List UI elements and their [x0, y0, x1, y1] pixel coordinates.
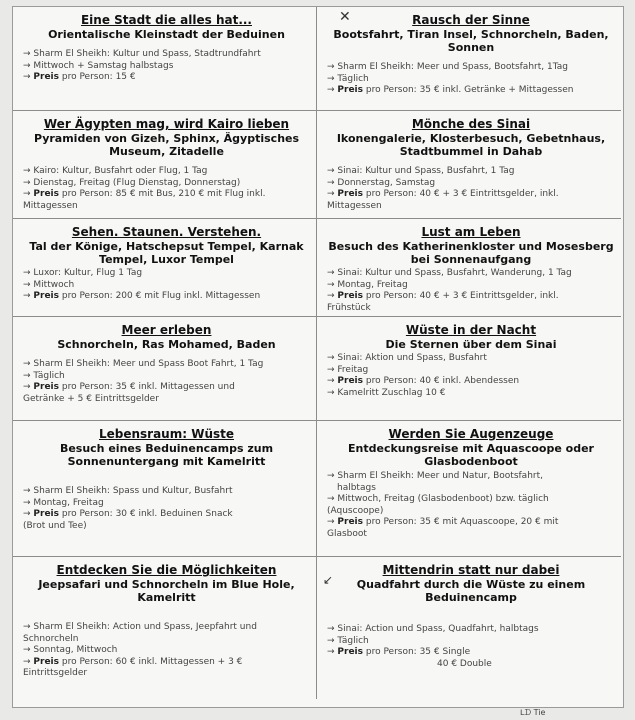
excursion-title: Wüste in der Nacht — [405, 323, 537, 337]
excursion-price: → Preis pro Person: 40 € + 3 € Eintrittsgelder, inkl. — [327, 189, 559, 199]
excursion-detail: → Luxor: Kultur, Flug 1 Tag — [23, 268, 143, 278]
excursion-detail: 40 € Double — [437, 658, 492, 669]
excursion-title: Meer erleben — [121, 323, 212, 337]
excursion-detail: → Mittwoch + Samstag halbstags — [23, 60, 174, 71]
excursion-subtitle: Die Sternen über dem Sinai — [385, 338, 557, 351]
excursion-subtitle: Schnorcheln, Ras Mohamed, Baden — [57, 338, 276, 351]
handwritten-arrow-icon: ↙ — [323, 573, 334, 587]
excursion-title: Sehen. Staunen. Verstehen. — [71, 225, 262, 239]
excursion-detail: Getränke + 5 € Eintrittsgelder — [23, 393, 159, 404]
excursion-cell-3 — [13, 111, 317, 219]
excursion-cell-2 — [317, 7, 621, 111]
excursion-price: → Preis pro Person: 35 € Single — [327, 647, 471, 657]
excursion-subtitle: Entdeckungsreise mit Aquascoope oder Glasbodenboot — [348, 442, 594, 468]
excursion-subtitle: Bootsfahrt, Tiran Insel, Schnorcheln, Baden, Sonnen — [333, 28, 609, 54]
excursion-detail: → Täglich — [327, 635, 369, 646]
excursion-title: Lebensraum: Wüste — [98, 427, 235, 441]
excursion-title: Entdecken Sie die Möglichkeiten — [56, 563, 277, 577]
excursion-subtitle: Tal der Könige, Hatschepsut Tempel, Karnak Tempel, Luxor Tempel — [29, 240, 304, 266]
excursion-cell-12 — [317, 557, 621, 699]
excursion-detail: → Sinai: Kultur und Spass, Busfahrt, 1 Tag — [327, 166, 515, 176]
excursion-detail: → Mittwoch — [23, 279, 75, 290]
excursion-detail: → Donnerstag, Samstag — [327, 177, 436, 188]
excursion-detail: → Dienstag, Freitag (Flug Dienstag, Donnerstag) — [23, 177, 241, 188]
excursion-price: → Preis pro Person: 40 € + 3 € Eintrittsgelder, inkl. — [327, 291, 559, 301]
excursion-cell-1 — [13, 7, 317, 111]
excursion-detail: Mittagessen — [327, 200, 382, 211]
excursion-detail: → Sinai: Aktion und Spass, Busfahrt — [327, 353, 487, 363]
excursion-price: → Preis pro Person: 35 € inkl. Getränke + Mittagessen — [327, 85, 574, 95]
excursion-price: → Preis pro Person: 35 € mit Aquascoope, 20 € mit — [327, 517, 559, 527]
excursion-detail: (Aquscoope) — [327, 505, 384, 516]
excursion-detail: Eintrittsgelder — [23, 668, 88, 678]
excursion-flyer — [12, 6, 624, 708]
excursion-detail: → Sharm El Sheikh: Meer und Natur, Bootsfahrt, — [327, 471, 543, 481]
excursion-subtitle: Besuch eines Beduinencamps zum Sonnenuntergang mit Kamelritt — [59, 442, 274, 468]
excursion-detail: → Sharm El Sheikh: Meer und Spass Boot Fahrt, 1 Tag — [23, 359, 264, 369]
excursion-detail: → Sharm El Sheikh: Action und Spass, Jeepfahrt und — [23, 622, 257, 632]
excursion-subtitle: Besuch des Katherinenkloster und Mosesberg bei Sonnenaufgang — [328, 240, 614, 266]
excursion-subtitle: Quadfahrt durch die Wüste zu einem Beduinencamp — [356, 578, 586, 604]
excursion-price: → Preis pro Person: 15 € — [23, 72, 136, 82]
excursion-detail: → Sharm El Sheikh: Spass und Kultur, Busfahrt — [23, 486, 233, 496]
excursion-price: → Preis pro Person: 200 € mit Flug inkl. Mittagessen — [23, 291, 261, 301]
excursion-detail: Mittagessen — [23, 200, 78, 211]
excursion-price: → Preis pro Person: 35 € inkl. Mittagessen und — [23, 382, 235, 392]
excursion-price: → Preis pro Person: 40 € inkl. Abendessen — [327, 376, 520, 386]
excursion-cell-4 — [317, 111, 621, 219]
excursion-title: Eine Stadt die alles hat... — [80, 13, 252, 27]
excursion-detail: → Sonntag, Mittwoch — [23, 645, 118, 655]
excursion-detail: → Sharm El Sheikh: Kultur und Spass, Stadtrundfahrt — [23, 49, 261, 59]
excursion-price: → Preis pro Person: 85 € mit Bus, 210 € mit Flug inkl. — [23, 189, 266, 199]
excursion-cell-11 — [13, 557, 317, 699]
excursion-detail: → Montag, Freitag — [327, 279, 408, 290]
excursion-detail: → Mittwoch, Freitag (Glasbodenboot) bzw. täglich — [327, 494, 549, 504]
excursion-price: → Preis pro Person: 30 € inkl. Beduinen Snack — [23, 509, 233, 519]
excursion-cell-6 — [317, 219, 621, 317]
excursion-detail: → Montag, Freitag — [23, 497, 104, 508]
excursion-price: → Preis pro Person: 60 € inkl. Mittagessen + 3 € — [23, 656, 243, 667]
excursion-title: Werden Sie Augenzeuge — [388, 427, 554, 441]
excursion-title: Wer Ägypten mag, wird Kairo lieben — [43, 117, 290, 131]
excursion-cell-7 — [13, 317, 317, 421]
excursion-detail: Glasboot — [327, 528, 367, 539]
excursion-cell-8 — [317, 317, 621, 421]
excursion-title: Mittendrin statt nur dabei — [382, 563, 560, 577]
excursion-detail: → Freitag — [327, 364, 369, 375]
handwritten-mark-icon: ✕ — [339, 9, 351, 25]
excursion-cell-9 — [13, 421, 317, 557]
excursion-detail: → Täglich — [23, 370, 65, 381]
excursion-subtitle: Orientalische Kleinstadt der Beduinen — [48, 28, 285, 41]
excursion-detail: halbtags — [337, 482, 376, 493]
excursion-detail: → Kamelritt Zuschlag 10 € — [327, 387, 446, 398]
excursion-detail: Schnorcheln — [23, 633, 79, 644]
footer-mark: ᒪᗪ Tie — [520, 708, 546, 717]
excursion-detail: → Kairo: Kultur, Busfahrt oder Flug, 1 Tag — [23, 166, 208, 176]
excursion-cell-10 — [317, 421, 621, 557]
excursion-subtitle: Ikonengalerie, Klosterbesuch, Gebetnhaus, Stadtbummel in Dahab — [336, 132, 606, 158]
excursion-title: Lust am Leben — [421, 225, 521, 239]
excursion-title: Mönche des Sinai — [411, 117, 531, 131]
excursion-detail: → Täglich — [327, 73, 369, 84]
excursion-detail: → Sinai: Kultur und Spass, Busfahrt, Wanderung, 1 Tag — [327, 268, 572, 278]
excursion-detail: → Sinai: Action und Spass, Quadfahrt, halbtags — [327, 624, 539, 634]
excursion-subtitle: Pyramiden von Gizeh, Sphinx, Ägyptisches Museum, Zitadelle — [33, 132, 300, 158]
excursion-detail: → Sharm El Sheikh: Meer und Spass, Bootsfahrt, 1Tag — [327, 62, 568, 72]
excursion-title: Rausch der Sinne — [412, 13, 530, 27]
excursion-detail: Frühstück — [327, 302, 371, 313]
excursion-subtitle: Jeepsafari und Schnorcheln im Blue Hole, Kamelritt — [38, 578, 295, 604]
excursion-cell-5 — [13, 219, 317, 317]
excursion-detail: (Brot und Tee) — [23, 520, 87, 531]
